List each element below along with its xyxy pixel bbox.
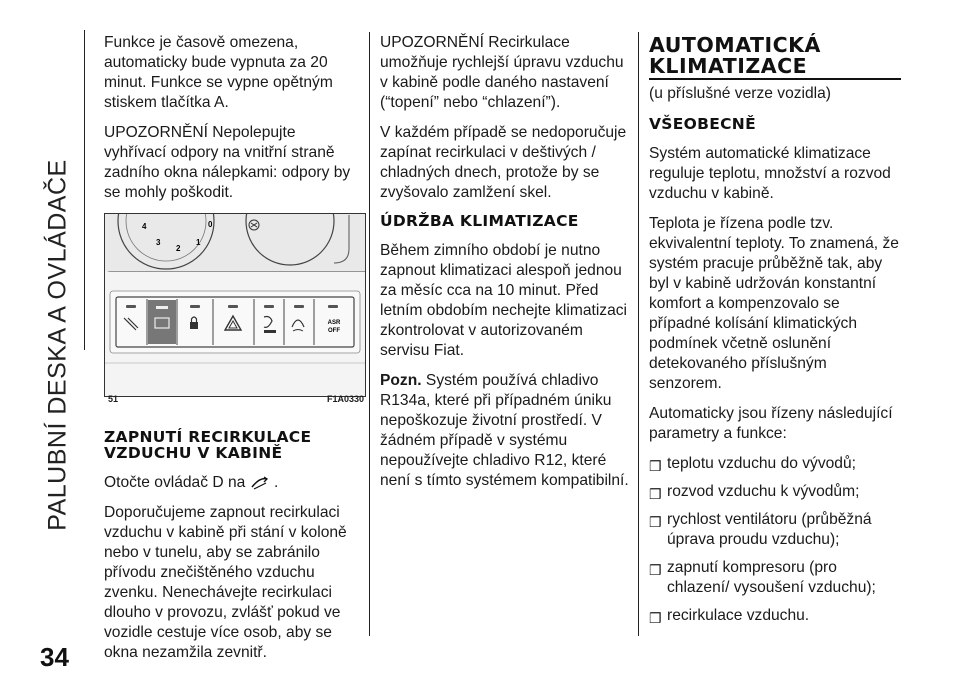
bullet-mark: ❒ bbox=[649, 486, 662, 502]
dial-number: 3 bbox=[156, 238, 161, 247]
section-heading: ÚDRŽBA KLIMATIZACE bbox=[380, 212, 579, 230]
list-item-text: recirkulace vzduchu. bbox=[667, 607, 810, 624]
paragraph: UPOZORNĚNÍ Recirkulace umožňuje rychlejší úpravu vzduchu v kabině podle daného nastavení (“topení” nebo “chlazení”). bbox=[380, 34, 624, 111]
note-label: Pozn. bbox=[380, 372, 422, 389]
paragraph: Teplota je řízena podle tzv. ekvivalentní teploty. To znamená, že systém pracuje průběžně tak, aby byl v kabině udržován konstantní komfort a kompenzovalo se případné kolísání klimatických podmínek včetně oslunění detekovaného příslušným senzorem. bbox=[649, 215, 899, 392]
list-item bbox=[649, 454, 901, 474]
bullet-mark: ❒ bbox=[649, 610, 662, 626]
paragraph: Systém automatické klimatizace reguluje teplotu, množství a rozvod vzduchu v kabině. bbox=[649, 145, 891, 202]
column-3 bbox=[649, 35, 901, 634]
recirculation-icon bbox=[250, 476, 270, 490]
list-item bbox=[649, 558, 901, 598]
column-1 bbox=[104, 33, 362, 673]
list-item-text: rychlost ventilátoru (průběžná úprava proudu vzduchu); bbox=[667, 511, 872, 548]
figure-number: 51 bbox=[108, 394, 119, 404]
column-divider bbox=[369, 32, 370, 636]
climate-panel-photo bbox=[104, 213, 366, 397]
section-heading: VŠEOBECNĚ bbox=[649, 115, 756, 133]
bullet-mark: ❒ bbox=[649, 514, 662, 530]
paragraph: Automaticky jsou řízeny následující parametry a funkce: bbox=[649, 405, 893, 442]
list-item bbox=[649, 482, 901, 502]
column-divider bbox=[638, 32, 639, 636]
page-number: 34 bbox=[40, 642, 69, 672]
note-paragraph bbox=[380, 371, 632, 491]
off-label: OFF bbox=[328, 328, 340, 334]
bullet-mark: ❒ bbox=[649, 458, 662, 474]
list-item-text: teplotu vzduchu do vývodů; bbox=[667, 455, 856, 472]
paragraph-text: Otočte ovládač D na bbox=[104, 474, 246, 491]
sidebar-divider bbox=[84, 30, 85, 350]
list-item bbox=[649, 606, 901, 626]
list-item-text: zapnutí kompresoru (pro chlazení/ vysoušení vzduchu); bbox=[667, 559, 876, 596]
dial-number: 4 bbox=[142, 222, 147, 231]
section-heading: ZAPNUTÍ RECIRKULACE VZDUCHU V KABINĚ bbox=[104, 428, 312, 462]
chapter-title: AUTOMATICKÁ KLIMATIZACE bbox=[649, 35, 901, 80]
dial-number: 0 bbox=[208, 220, 213, 229]
column-2 bbox=[380, 33, 632, 501]
paragraph: UPOZORNĚNÍ Nepolepujte vyhřívací odpory na vnitřní straně zadního okna nálepkami: odpory by se mohly poškodit. bbox=[104, 124, 351, 201]
figure-code: F1A0330 bbox=[326, 394, 364, 404]
subtitle: (u příslušné verze vozidla) bbox=[649, 85, 832, 102]
list-item bbox=[649, 510, 901, 550]
bullet-mark: ❒ bbox=[649, 562, 662, 578]
paragraph: V každém případě se nedoporučuje zapínat recirkulaci v deštivých / chladných dnech, protože by se zvyšovalo zamlžení skel. bbox=[380, 124, 627, 201]
note-text: Systém používá chladivo R134a, které při případném úniku nepoškozuje životní prostředí. V žádném případě v systému nepoužívejte chladivo R12, které není s tímto systémem kompatibilní. bbox=[380, 372, 629, 489]
dial-number: 2 bbox=[176, 244, 181, 253]
paragraph: Doporučujeme zapnout recirkulaci vzduchu v kabině při stání v koloně nebo v tunelu, aby se zabránilo přívodu znečištěného vzduchu zvenku. Nenechávejte recirkulaci dlouho v provozu, zvlášť pokud ve vozidle cestuje více osob, aby se okna nezamžila zevnitř. bbox=[104, 504, 347, 661]
dial-number: 1 bbox=[196, 238, 201, 247]
paragraph bbox=[104, 473, 362, 493]
paragraph: Funkce je časově omezena, automaticky bude vypnuta za 20 minut. Funkce se vypne opětným stiskem tlačítka A. bbox=[104, 34, 333, 111]
asr-label: ASR bbox=[327, 320, 341, 326]
figure-climate-panel bbox=[104, 213, 366, 409]
paragraph: Během zimního období je nutno zapnout klimatizaci alespoň jednou za měsíc cca na 10 minut. Před letním obdobím nechejte klimatizaci zkontrolovat v autorizovaném servisu Fiat. bbox=[380, 242, 628, 359]
paragraph-text: . bbox=[273, 474, 279, 491]
list-item-text: rozvod vzduchu k vývodům; bbox=[667, 483, 860, 500]
